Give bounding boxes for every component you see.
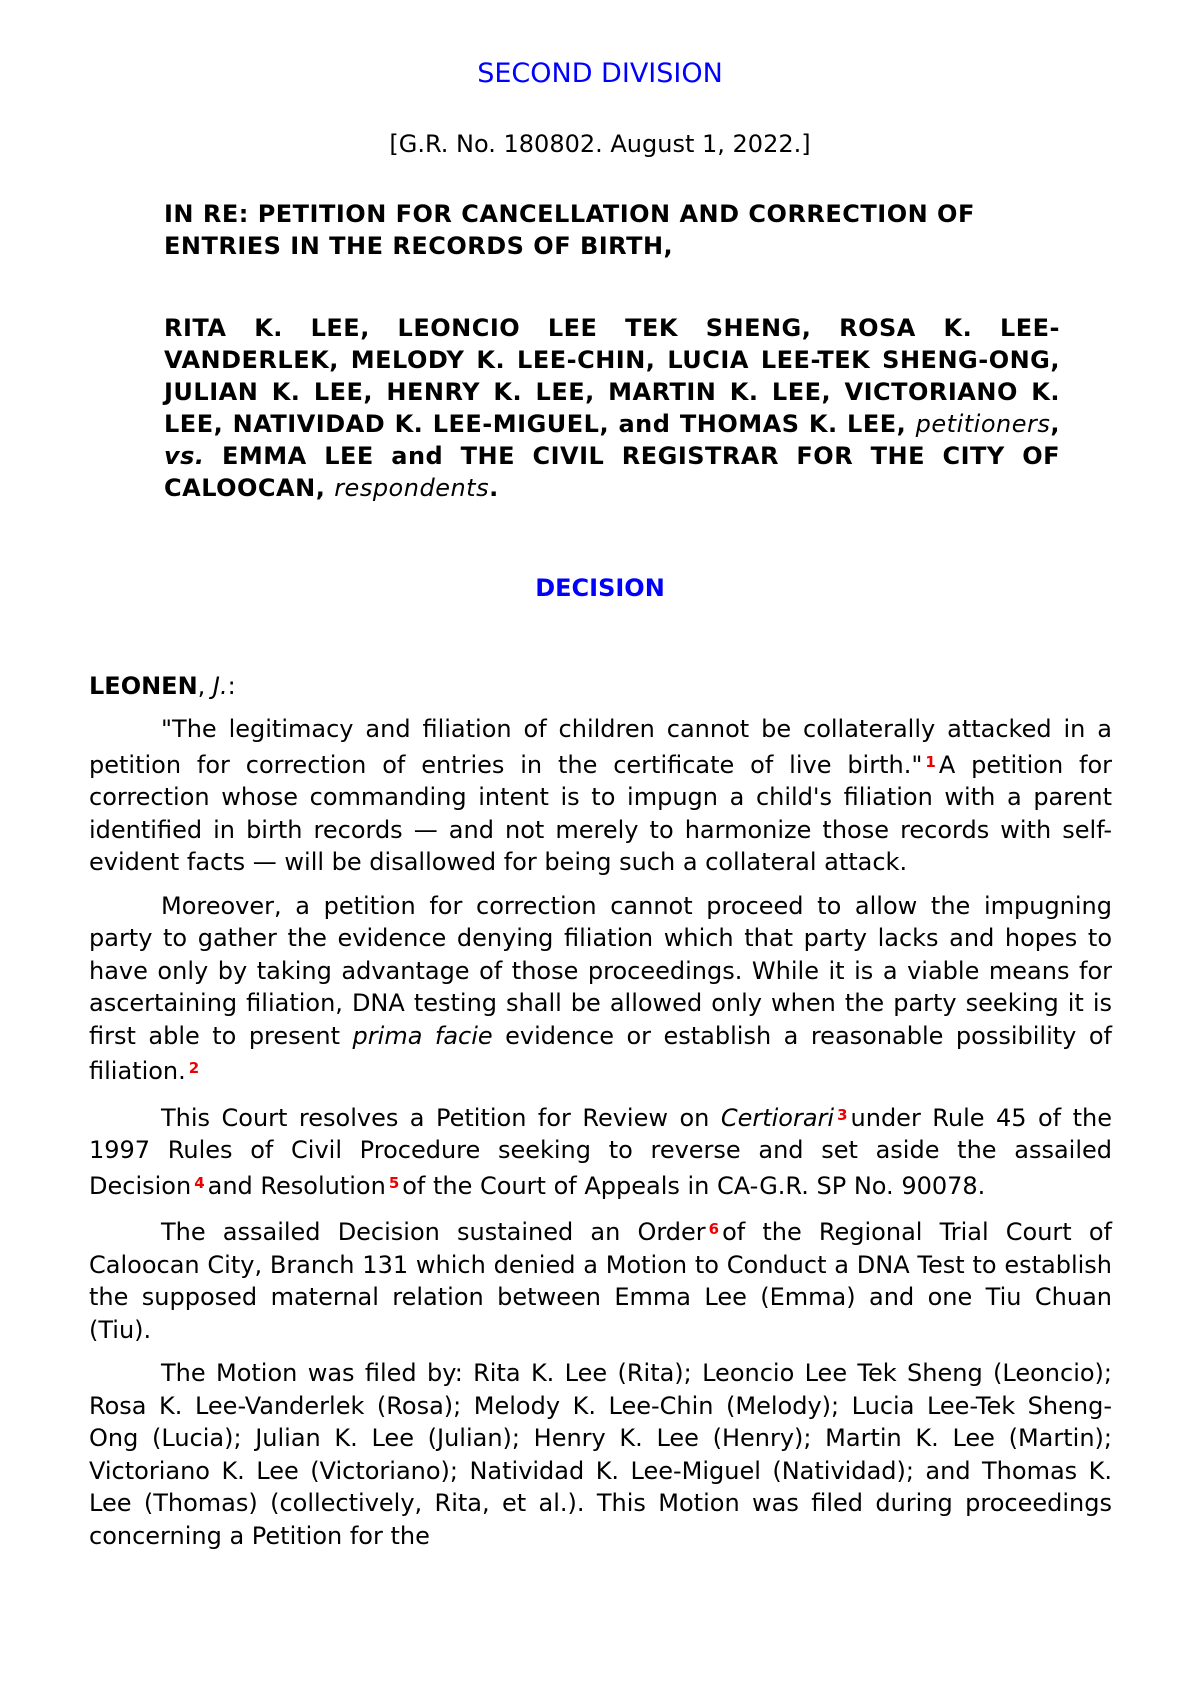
paragraph-2-text-b: evidence or establish a reasonable possibility of filiation. [89,1021,1112,1085]
respondents-names: EMMA LEE and THE CIVIL REGISTRAR FOR THE CITY OF CALOOCAN [164,442,1060,502]
paragraph-3-italic: Certiorari [720,1103,835,1132]
case-title: IN RE: PETITION FOR CANCELLATION AND CORRECTION OF ENTRIES IN THE RECORDS OF BIRTH, [164,200,975,260]
footnote-ref-1[interactable]: 1 [925,752,936,771]
footnote-ref-4[interactable]: 4 [194,1173,205,1192]
footnote-ref-6[interactable]: 6 [708,1220,720,1238]
paragraph-4-text-a: The assailed Decision sustained an Order [161,1218,706,1246]
paragraph-3 [89,1099,1112,1203]
division-heading: SECOND DIVISION [477,58,723,89]
footnote-ref-2[interactable]: 2 [188,1059,200,1077]
ponente-name: LEONEN [89,672,198,700]
petitioners-names: RITA K. LEE, LEONCIO LEE TEK SHENG, ROSA K. LEE-VANDERLEK, MELODY K. LEE-CHIN, LUCIA LEE-TEK SHENG-ONG, JULIAN K. LEE, HENRY K. LEE, MARTIN K. LEE, VICTORIANO K. LEE, NATIVIDAD K. LEE-MIGUEL, and THOMAS K. LEE [164,314,1060,438]
decision-body [89,713,1112,1563]
footnote-ref-3[interactable]: 3 [837,1105,848,1124]
gr-number: [G.R. No. 180802. August 1, 2022.] [389,130,811,158]
paragraph-2-italic: prima facie [352,1021,493,1050]
ponente-title: J. [212,672,228,700]
footnote-ref-5[interactable]: 5 [388,1173,400,1192]
petitioners-label: petitioners [915,410,1051,438]
paragraph-4 [89,1213,1112,1346]
paragraph-3-text-d: of the Court of Appeals in CA-G.R. SP No. 90078. [402,1171,986,1200]
respondents-label: respondents [334,474,490,502]
paragraph-3-text-c: and Resolution [207,1171,386,1200]
ponente: LEONEN, J.: [89,672,236,700]
decision-heading: DECISION [535,574,665,602]
paragraph-2-text-a: Moreover, a petition for correction cannot proceed to allow the impugning party to gather the evidence denying filiation which that party lacks and hopes to have only by taking advantage of those proceedings. While it is a viable means for ascertaining filiation, DNA testing shall be allowed only when the party seeking it is first able to present [89,891,1112,1050]
versus: vs. [164,442,205,470]
paragraph-5: The Motion was filed by: Rita K. Lee (Rita); Leoncio Lee Tek Sheng (Leoncio); Rosa K. Lee-Vanderlek (Rosa); Melody K. Lee-Chin (Melody); Lucia Lee-Tek Sheng-Ong (Lucia); Julian K. Lee (Julian); Henry K. Lee (Henry); Martin K. Lee (Martin); Victoriano K. Lee (Victoriano); Natividad K. Lee-Miguel (Natividad); and Thomas K. Lee (Thomas) (collectively, Rita, et al.). This Motion was filed during proceedings concerning a Petition for the [89,1359,1112,1550]
paragraph-2 [89,890,1112,1088]
paragraph-1-rest: A petition for correction whose commanding intent is to impugn a child's filiation with a parent identified in birth records — and not merely to harmonize those records with self-evident facts — will be disallowed for being such a collateral attack. [89,750,1113,876]
paragraph-1 [89,713,1112,879]
paragraph-1-quote: "The legitimacy and filiation of children cannot be collaterally attacked in a petition for correction of entries in the certificate of live birth." [89,715,1112,779]
paragraph-3-text-a: This Court resolves a Petition for Review on [161,1103,710,1132]
case-parties: RITA K. LEE, LEONCIO LEE TEK SHENG, ROSA K. LEE-VANDERLEK, MELODY K. LEE-CHIN, LUCIA LEE-TEK SHENG-ONG, JULIAN K. LEE, HENRY K. LEE, MARTIN K. LEE, VICTORIANO K. LEE, NATIVIDAD K. LEE-MIGUEL, and THOMAS K. LEE, petitioners, vs. EMMA LEE and THE CIVIL REGISTRAR FOR THE CITY OF CALOOCAN, respondents. [164,314,1060,502]
paragraph-3-text-b: under Rule 45 of the 1997 Rules of Civil Procedure seeking to reverse and set aside the assailed Decision [89,1103,1112,1200]
paragraph-4-text-b: of the Regional Trial Court of Caloocan City, Branch 131 which denied a Motion to Conduct a DNA Test to establish the supposed maternal relation between Emma Lee (Emma) and one Tiu Chuan (Tiu). [89,1218,1112,1344]
